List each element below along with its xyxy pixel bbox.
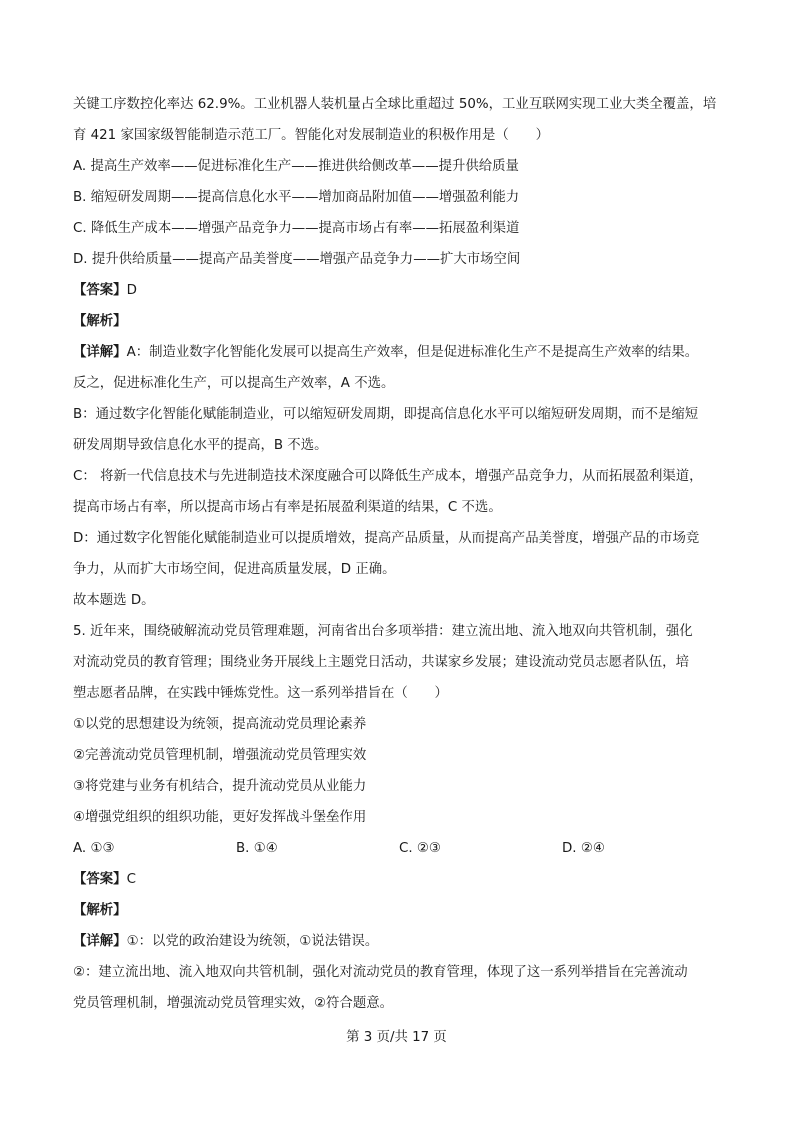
detail-line: 反之，促进标准化生产，可以提高生产效率，A 不选。 xyxy=(73,376,395,391)
detail-line: B：通过数字化智能化赋能制造业，可以缩短研发周期，即提高信息化水平可以缩短研发周期，而不是缩短 xyxy=(73,407,699,422)
answer-value: D xyxy=(126,283,137,298)
detail-line: 提高市场占有率，所以提高市场占有率是拓展盈利渠道的结果，C 不选。 xyxy=(73,500,502,515)
detail-line xyxy=(73,926,725,957)
detail-line: 争力，从而扩大市场空间，促进高质量发展，D 正确。 xyxy=(73,562,396,577)
choice-a: A. ①③ xyxy=(73,841,115,856)
analysis-heading xyxy=(73,895,725,926)
conclusion-line: 故本题选 D。 xyxy=(73,593,155,608)
answer-tag: 【答案】 xyxy=(73,283,127,298)
page-content xyxy=(73,89,725,1019)
statement-2: ②完善流动党员管理机制，增强流动党员管理实效 xyxy=(73,748,367,763)
page-footer: 第 3 页/共 17 页 xyxy=(346,1030,447,1045)
option-a: A. 提高生产效率——促进标准化生产——推进供给侧改革——提升供给质量 xyxy=(73,159,519,174)
question-stem-line: 育 421 家国家级智能制造示范工厂。智能化对发展制造业的积极作用是（ ） xyxy=(73,128,549,143)
question-stem-line: 关键工序数控化率达 62.9%。工业机器人装机量占全球比重超过 50%，工业互联网实现工业大类全覆盖，培 xyxy=(73,97,717,112)
detail-text: ①：以党的政治建设为统领，①说法错误。 xyxy=(126,934,379,949)
statement-1: ①以党的思想建设为统领，提高流动党员理论素养 xyxy=(73,717,367,732)
answer-line xyxy=(73,864,725,895)
statement-4: ④增强党组织的组织功能，更好发挥战斗堡垒作用 xyxy=(73,810,367,825)
question-stem-line: 5. 近年来，围绕破解流动党员管理难题，河南省出台多项举措：建立流出地、流入地双向共管机制，强化 xyxy=(73,624,693,639)
choice-d: D. ②④ xyxy=(562,841,605,856)
detail-tag: 【详解】 xyxy=(73,934,127,949)
question-stem-line: 对流动党员的教育管理；围绕业务开展线上主题党日活动，共谋家乡发展；建设流动党员志愿者队伍，培 xyxy=(73,655,689,670)
analysis-tag: 【解析】 xyxy=(73,314,127,329)
detail-line: ②：建立流出地、流入地双向共管机制，强化对流动党员的教育管理，体现了这一系列举措旨在完善流动 xyxy=(73,965,688,980)
detail-line: C： 将新一代信息技术与先进制造技术深度融合可以降低生产成本，增强产品竞争力，从而拓展盈利渠道， xyxy=(73,469,703,484)
detail-line: D：通过数字化智能化赋能制造业可以提质增效，提高产品质量，从而提高产品美誉度，增强产品的市场竞 xyxy=(73,531,700,546)
option-b: B. 缩短研发周期——提高信息化水平——增加商品附加值——增强盈利能力 xyxy=(73,190,520,205)
detail-text: A：制造业数字化智能化发展可以提高生产效率，但是促进标准化生产不是提高生产效率的结果。 xyxy=(126,345,699,360)
answer-tag: 【答案】 xyxy=(73,872,127,887)
answer-value: C xyxy=(126,872,136,887)
choice-c: C. ②③ xyxy=(399,841,441,856)
answer-line xyxy=(73,275,725,306)
analysis-heading xyxy=(73,306,725,337)
question-stem-line: 塑志愿者品牌，在实践中锤炼党性。这一系列举措旨在（ ） xyxy=(73,686,448,701)
detail-line xyxy=(73,337,725,368)
detail-line: 研发周期导致信息化水平的提高，B 不选。 xyxy=(73,438,328,453)
option-d: D. 提升供给质量——提高产品美誉度——增强产品竞争力——扩大市场空间 xyxy=(73,252,521,267)
detail-tag: 【详解】 xyxy=(73,345,127,360)
statement-3: ③将党建与业务有机结合，提升流动党员从业能力 xyxy=(73,779,367,794)
detail-line: 党员管理机制，增强流动党员管理实效，②符合题意。 xyxy=(73,996,393,1011)
choice-b: B. ①④ xyxy=(236,841,278,856)
option-c: C. 降低生产成本——增强产品竞争力——提高市场占有率——拓展盈利渠道 xyxy=(73,221,520,236)
choices-row xyxy=(73,833,725,864)
analysis-tag: 【解析】 xyxy=(73,903,127,918)
